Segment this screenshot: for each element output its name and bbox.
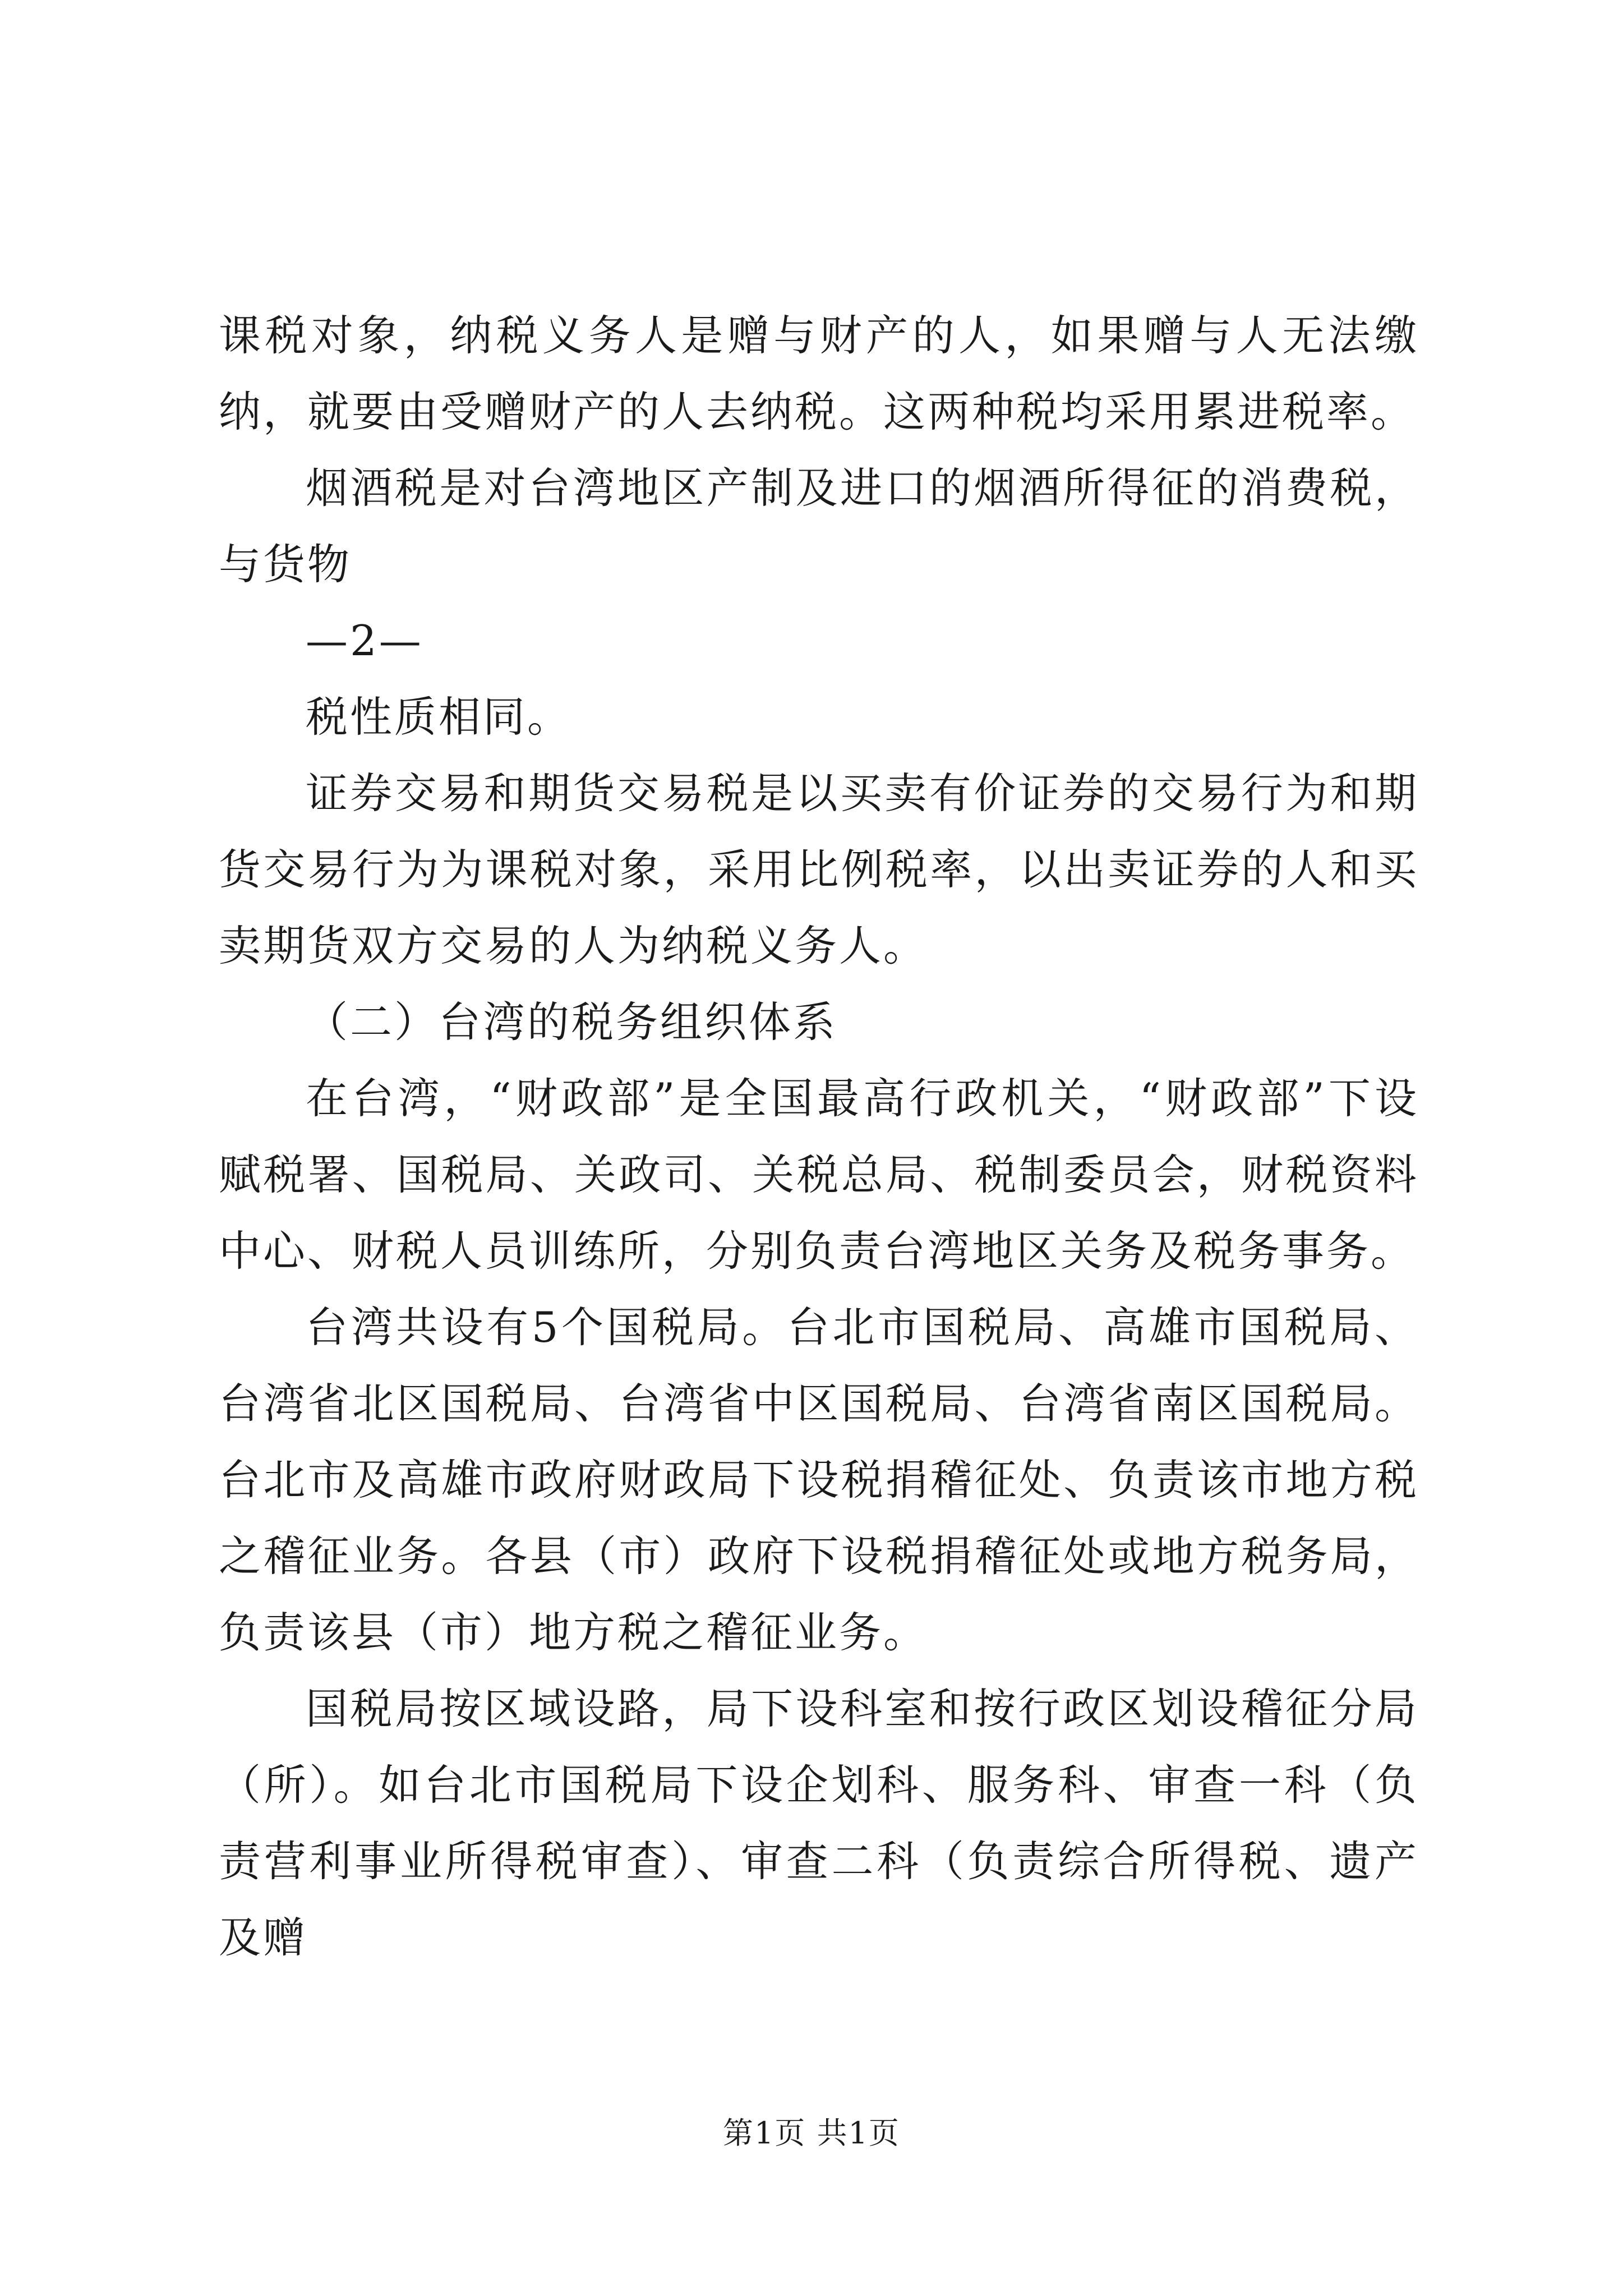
paragraph-ministry-of-finance: 在台湾，“财政部”是全国最高行政机关，“财政部”下设赋税署、国税局、关政司、关税总局、税制委员会，财税资料中心、财税人员训练所，分别负责台湾地区关务及税务事务。 [219, 1074, 1419, 1276]
document-body [219, 297, 1419, 1976]
paragraph-tobacco-alcohol-tax: 烟酒税是对台湾地区产制及进口的烟酒所得征的消费税，与货物 [219, 463, 1419, 589]
paragraph-gift-tax-continuation: 课税对象，纳税义务人是赠与财产的人，如果赠与人无法缴纳，就要由受赠财产的人去纳税。这两种税均采用累进税率。 [219, 311, 1419, 436]
paragraph-securities-futures-tax: 证券交易和期货交易税是以买卖有价证券的交易行为和期货交易行为为课税对象，采用比例税率，以出卖证券的人和买卖期货双方交易的人为纳税义务人。 [219, 769, 1419, 970]
page-footer: 第1页 共1页 [723, 2115, 900, 2151]
paragraph-tax-nature: 税性质相同。 [306, 692, 572, 742]
inline-page-number: —2— [306, 616, 423, 665]
paragraph-bureau-structure: 国税局按区域设路，局下设科室和按行政区划设稽征分局（所）。如台北市国税局下设企划科、服务科、审查一科（负责营利事业所得税审查）、审查二科（负责综合所得税、遗产及赠 [219, 1684, 1419, 1962]
paragraph-national-tax-bureaus: 台湾共设有5个国税局。台北市国税局、高雄市国税局、台湾省北区国税局、台湾省中区国税局、台湾省南区国税局。台北市及高雄市政府财政局下设税捐稽征处、负责该市地方税之稽征业务。各县（市）政府下设税捐稽征处或地方税务局，负责该县（市）地方税之稽征业务。 [219, 1303, 1419, 1657]
section-heading-tax-organization: （二）台湾的税务组织体系 [306, 997, 838, 1047]
